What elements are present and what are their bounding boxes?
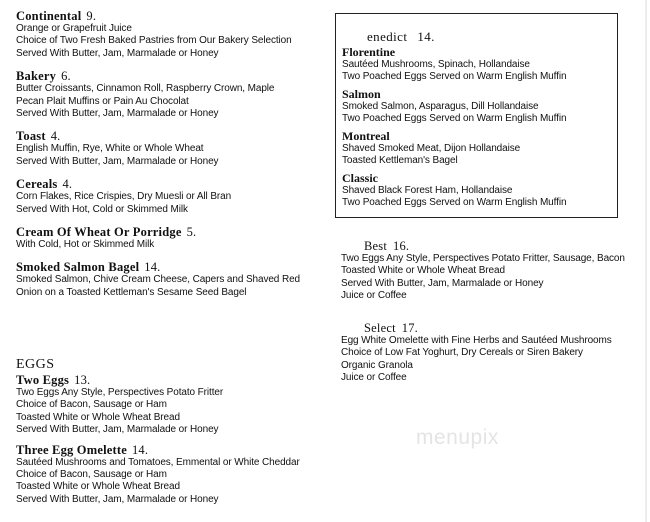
item-line: Smoked Salmon, Chive Cream Cheese, Capers and Shaved Red: [16, 274, 300, 286]
item-line: Sautéed Mushrooms and Tomatoes, Emmental or White Cheddar: [16, 456, 300, 468]
item-line: Juice or Coffee: [341, 372, 407, 384]
left-column: [16, 9, 326, 308]
edge-divider: [645, 0, 647, 522]
option-line: Smoked Salmon, Asparagus, Dill Hollandaise: [342, 101, 539, 112]
item-line: Served With Butter, Jam, Marmalade or Honey: [16, 424, 219, 436]
option-title: Florentine: [342, 45, 396, 59]
eggs-heading: EGGS: [16, 357, 55, 372]
item-line: Served With Hot, Cold or Skimmed Milk: [16, 203, 188, 215]
item-line: Orange or Grapefruit Juice: [16, 23, 132, 34]
item-line: Organic Granola: [341, 359, 413, 371]
item-title: Cereals 4.: [16, 177, 73, 192]
option-line: Shaved Black Forest Ham, Hollandaise: [342, 185, 513, 196]
menu-item-best: [341, 239, 641, 303]
menupix-watermark: menupix: [416, 426, 499, 449]
item-line: Toasted White or Whole Wheat Bread: [16, 481, 180, 493]
item-title: Continental 9.: [16, 9, 97, 23]
item-line: Choice of Two Fresh Baked Pastries from Our Bakery Selection: [16, 35, 292, 47]
item-line: Choice of Low Fat Yoghurt, Dry Cereals or Siren Bakery: [341, 347, 583, 359]
menu-item-bakery: [16, 69, 326, 120]
item-line: English Muffin, Rye, White or Whole Wheat: [16, 143, 204, 155]
benedict-option-montreal: [342, 129, 617, 168]
item-line: Served With Butter, Jam, Marmalade or Honey: [341, 277, 544, 289]
item-line: Served With Butter, Jam, Marmalade or Honey: [16, 108, 219, 120]
item-line: Onion on a Toasted Kettleman's Sesame Seed Bagel: [16, 286, 247, 298]
item-line: Served With Butter, Jam, Marmalade or Honey: [16, 47, 219, 59]
item-line: With Cold, Hot or Skimmed Milk: [16, 239, 155, 251]
option-line: Two Poached Eggs Served on Warm English Muffin: [342, 71, 567, 83]
item-line: Toasted White or Whole Wheat Bread: [16, 411, 180, 423]
benedict-option-classic: [342, 171, 617, 210]
item-line: Juice or Coffee: [341, 290, 407, 302]
option-line: Shaved Smoked Meat, Dijon Hollandaise: [342, 143, 521, 154]
item-line: Butter Croissants, Cinnamon Roll, Raspberry Crown, Maple: [16, 83, 275, 95]
item-title: Select 17.: [364, 321, 418, 335]
menu-item-cream-of-wheat: [16, 225, 326, 251]
option-line: Sautéed Mushrooms, Spinach, Hollandaise: [342, 59, 530, 70]
option-line: Toasted Kettleman's Bagel: [342, 155, 458, 167]
item-title: Three Egg Omelette 14.: [16, 442, 149, 457]
item-title: Cream Of Wheat Or Porridge 5.: [16, 225, 197, 240]
benedict-title: enedict 14.: [367, 29, 435, 44]
item-title: Toast 4.: [16, 129, 61, 144]
item-title: Smoked Salmon Bagel 14.: [16, 260, 161, 275]
option-line: Two Poached Eggs Served on Warm English Muffin: [342, 113, 567, 125]
option-title: Salmon: [342, 87, 381, 101]
benedict-option-salmon: [342, 87, 617, 126]
option-title: Montreal: [342, 129, 390, 143]
eggs-section: [16, 357, 326, 515]
item-title: Bakery 6.: [16, 69, 71, 84]
item-line: Two Eggs Any Style, Perspectives Potato Fritter: [16, 387, 224, 398]
benedict-option-florentine: [342, 45, 617, 84]
item-line: Two Eggs Any Style, Perspectives Potato Fritter, Sausage, Bacon: [341, 253, 625, 264]
item-line: Toasted White or Whole Wheat Bread: [341, 265, 505, 277]
option-line: Two Poached Eggs Served on Warm English Muffin: [342, 197, 567, 209]
menu-item-select: [341, 321, 641, 385]
item-line: Corn Flakes, Rice Crispies, Dry Muesli or All Bran: [16, 191, 232, 203]
item-line: Choice of Bacon, Sausage or Ham: [16, 399, 167, 411]
item-title: Two Eggs 13.: [16, 373, 91, 387]
menu-item-toast: [16, 129, 326, 168]
menu-item-cereals: [16, 177, 326, 216]
item-line: Pecan Plait Muffins or Pain Au Chocolat: [16, 95, 189, 107]
item-line: Egg White Omelette with Fine Herbs and Sautéed Mushrooms: [341, 335, 612, 346]
menu-item-smoked-salmon-bagel: [16, 260, 326, 299]
item-line: Served With Butter, Jam, Marmalade or Honey: [16, 155, 219, 167]
menu-item-continental: [16, 9, 326, 60]
item-title: Best 16.: [364, 239, 410, 253]
item-line: Served With Butter, Jam, Marmalade or Honey: [16, 493, 219, 505]
item-line: Choice of Bacon, Sausage or Ham: [16, 469, 167, 481]
benedict-box: [335, 13, 618, 218]
menu-item-three-egg-omelette: [16, 443, 326, 507]
option-title: Classic: [342, 171, 378, 185]
menu-item-two-eggs: [16, 373, 326, 437]
